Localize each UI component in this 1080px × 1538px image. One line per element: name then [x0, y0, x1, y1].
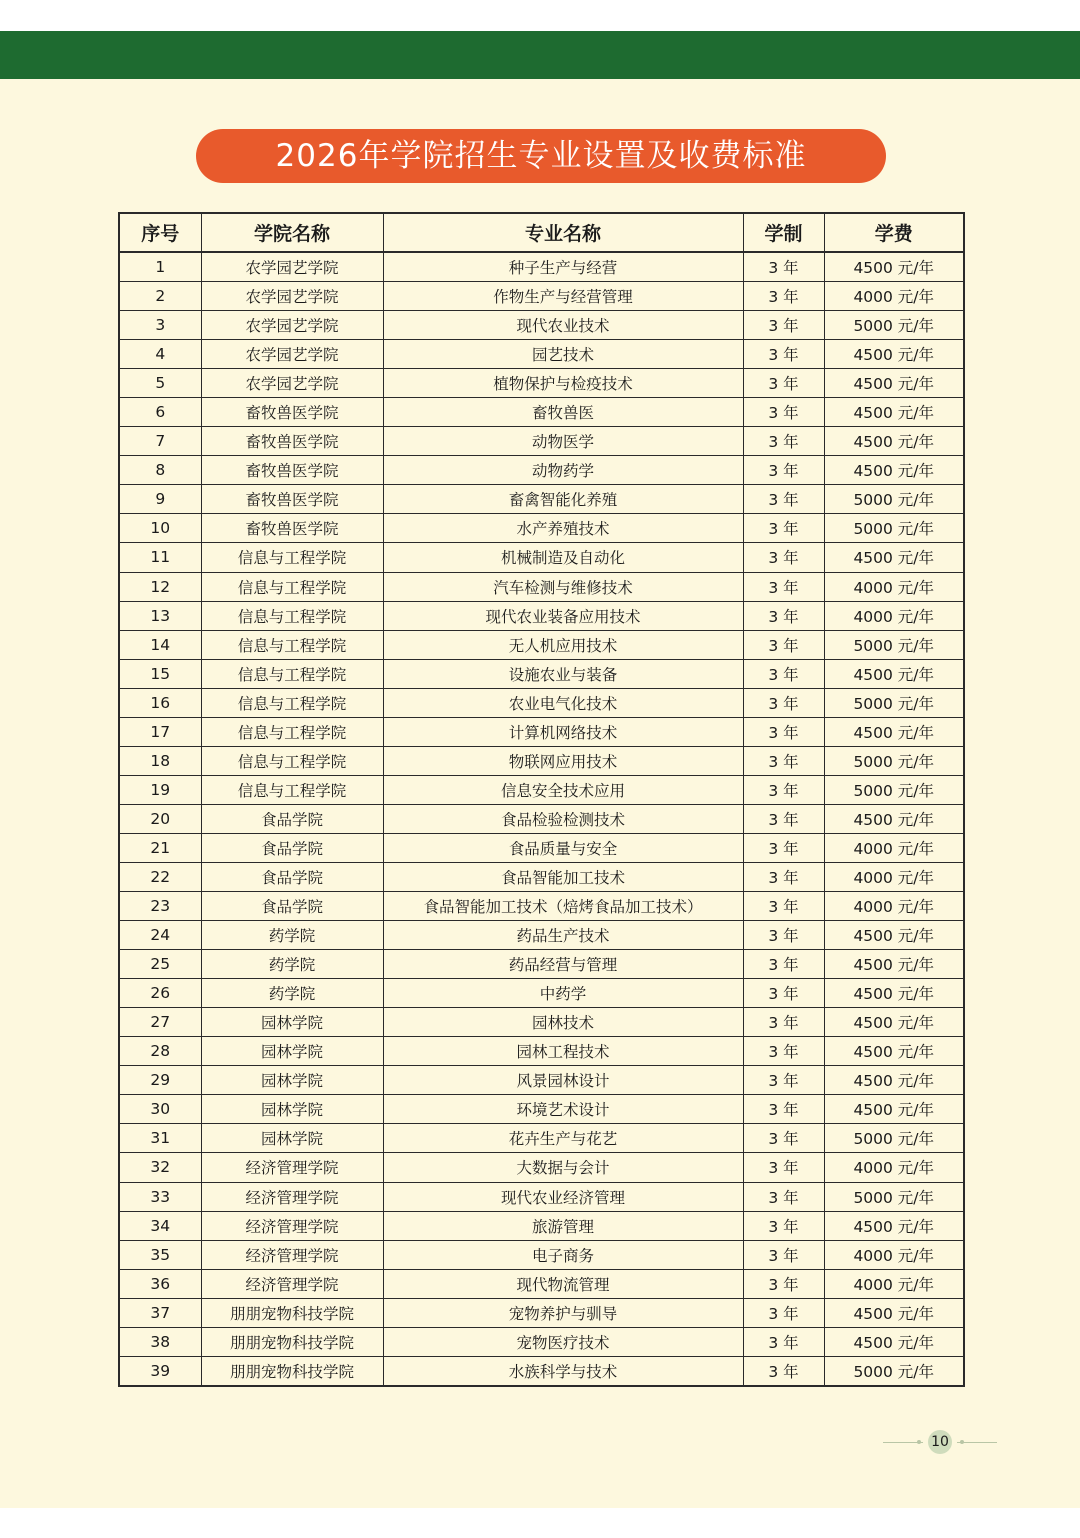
cell-major: 动物医学: [383, 427, 743, 456]
table-row: [119, 369, 964, 398]
cell-tuition: 4500 元/年: [824, 1066, 964, 1095]
cell-major: 现代物流管理: [383, 1269, 743, 1298]
table-row: [119, 833, 964, 862]
cell-duration: 3 年: [743, 601, 824, 630]
cell-tuition: 4500 元/年: [824, 921, 964, 950]
cell-college: 信息与工程学院: [201, 775, 383, 804]
cell-index: 35: [119, 1240, 201, 1269]
cell-tuition: 4000 元/年: [824, 572, 964, 601]
table-row: [119, 572, 964, 601]
pager-line-right: [957, 1442, 997, 1443]
cell-major: 计算机网络技术: [383, 717, 743, 746]
cell-major: 种子生产与经营: [383, 252, 743, 282]
cell-major: 食品智能加工技术: [383, 862, 743, 891]
table-row: [119, 252, 964, 282]
cell-college: 园林学院: [201, 1037, 383, 1066]
cell-major: 无人机应用技术: [383, 630, 743, 659]
table-row: [119, 804, 964, 833]
cell-college: 信息与工程学院: [201, 630, 383, 659]
cell-major: 现代农业经济管理: [383, 1182, 743, 1211]
cell-index: 20: [119, 804, 201, 833]
header-college: 学院名称: [201, 213, 383, 252]
cell-index: 39: [119, 1356, 201, 1386]
cell-tuition: 4000 元/年: [824, 282, 964, 311]
cell-major: 动物药学: [383, 456, 743, 485]
cell-duration: 3 年: [743, 311, 824, 340]
table-row: [119, 979, 964, 1008]
cell-tuition: 5000 元/年: [824, 1124, 964, 1153]
cell-tuition: 5000 元/年: [824, 688, 964, 717]
table-row: [119, 1269, 964, 1298]
cell-college: 畜牧兽医学院: [201, 456, 383, 485]
cell-index: 5: [119, 369, 201, 398]
cell-tuition: 5000 元/年: [824, 1356, 964, 1386]
table-row: [119, 340, 964, 369]
cell-duration: 3 年: [743, 572, 824, 601]
cell-college: 农学园艺学院: [201, 311, 383, 340]
cell-duration: 3 年: [743, 485, 824, 514]
cell-major: 水族科学与技术: [383, 1356, 743, 1386]
cell-college: 信息与工程学院: [201, 572, 383, 601]
header-tuition: 学费: [824, 213, 964, 252]
cell-college: 朋朋宠物科技学院: [201, 1356, 383, 1386]
cell-duration: 3 年: [743, 282, 824, 311]
cell-major: 电子商务: [383, 1240, 743, 1269]
cell-index: 10: [119, 514, 201, 543]
cell-duration: 3 年: [743, 456, 824, 485]
cell-duration: 3 年: [743, 921, 824, 950]
cell-college: 经济管理学院: [201, 1240, 383, 1269]
cell-tuition: 4500 元/年: [824, 1211, 964, 1240]
table-body: [119, 252, 964, 1386]
cell-tuition: 4500 元/年: [824, 950, 964, 979]
cell-index: 25: [119, 950, 201, 979]
table-row: [119, 1298, 964, 1327]
cell-major: 食品智能加工技术（焙烤食品加工技术）: [383, 892, 743, 921]
cell-major: 信息安全技术应用: [383, 775, 743, 804]
cell-tuition: 5000 元/年: [824, 775, 964, 804]
cell-college: 畜牧兽医学院: [201, 398, 383, 427]
cell-major: 畜牧兽医: [383, 398, 743, 427]
cell-index: 32: [119, 1153, 201, 1182]
cell-duration: 3 年: [743, 1298, 824, 1327]
cell-index: 13: [119, 601, 201, 630]
cell-tuition: 4000 元/年: [824, 1153, 964, 1182]
cell-tuition: 5000 元/年: [824, 746, 964, 775]
table-row: [119, 717, 964, 746]
cell-duration: 3 年: [743, 1037, 824, 1066]
cell-major: 物联网应用技术: [383, 746, 743, 775]
table-row: [119, 688, 964, 717]
cell-college: 信息与工程学院: [201, 543, 383, 572]
cell-index: 33: [119, 1182, 201, 1211]
cell-tuition: 4500 元/年: [824, 1037, 964, 1066]
cell-index: 1: [119, 252, 201, 282]
cell-tuition: 4500 元/年: [824, 340, 964, 369]
cell-college: 农学园艺学院: [201, 252, 383, 282]
cell-duration: 3 年: [743, 1095, 824, 1124]
cell-college: 药学院: [201, 921, 383, 950]
cell-index: 4: [119, 340, 201, 369]
cell-college: 食品学院: [201, 833, 383, 862]
table-row: [119, 1182, 964, 1211]
cell-college: 经济管理学院: [201, 1269, 383, 1298]
table-row: [119, 1066, 964, 1095]
cell-duration: 3 年: [743, 746, 824, 775]
cell-index: 8: [119, 456, 201, 485]
cell-tuition: 4500 元/年: [824, 427, 964, 456]
cell-major: 环境艺术设计: [383, 1095, 743, 1124]
cell-tuition: 4500 元/年: [824, 659, 964, 688]
cell-duration: 3 年: [743, 514, 824, 543]
cell-duration: 3 年: [743, 1240, 824, 1269]
cell-major: 园林技术: [383, 1008, 743, 1037]
cell-tuition: 4500 元/年: [824, 1298, 964, 1327]
cell-tuition: 4500 元/年: [824, 398, 964, 427]
cell-college: 食品学院: [201, 862, 383, 891]
cell-index: 34: [119, 1211, 201, 1240]
cell-tuition: 5000 元/年: [824, 514, 964, 543]
cell-duration: 3 年: [743, 1008, 824, 1037]
pager-dot-left: [917, 1440, 921, 1444]
cell-tuition: 4500 元/年: [824, 979, 964, 1008]
cell-index: 27: [119, 1008, 201, 1037]
table-row: [119, 1008, 964, 1037]
cell-duration: 3 年: [743, 892, 824, 921]
cell-duration: 3 年: [743, 979, 824, 1008]
cell-duration: 3 年: [743, 688, 824, 717]
table-row: [119, 282, 964, 311]
cell-major: 药品生产技术: [383, 921, 743, 950]
cell-major: 药品经营与管理: [383, 950, 743, 979]
table-header-row: [119, 213, 964, 252]
cell-tuition: 4000 元/年: [824, 601, 964, 630]
cell-duration: 3 年: [743, 398, 824, 427]
cell-major: 大数据与会计: [383, 1153, 743, 1182]
cell-college: 药学院: [201, 979, 383, 1008]
cell-major: 设施农业与装备: [383, 659, 743, 688]
table-row: [119, 950, 964, 979]
cell-index: 24: [119, 921, 201, 950]
cell-major: 食品检验检测技术: [383, 804, 743, 833]
header-major: 专业名称: [383, 213, 743, 252]
cell-tuition: 4000 元/年: [824, 1240, 964, 1269]
cell-major: 宠物养护与驯导: [383, 1298, 743, 1327]
table-row: [119, 543, 964, 572]
cell-tuition: 5000 元/年: [824, 311, 964, 340]
cell-duration: 3 年: [743, 427, 824, 456]
table-row: [119, 398, 964, 427]
cell-tuition: 5000 元/年: [824, 1182, 964, 1211]
cell-college: 经济管理学院: [201, 1153, 383, 1182]
table-row: [119, 1240, 964, 1269]
table-row: [119, 1037, 964, 1066]
cell-college: 信息与工程学院: [201, 717, 383, 746]
cell-major: 现代农业装备应用技术: [383, 601, 743, 630]
fee-table: [118, 212, 965, 1387]
cell-tuition: 5000 元/年: [824, 630, 964, 659]
cell-index: 16: [119, 688, 201, 717]
cell-index: 31: [119, 1124, 201, 1153]
cell-major: 食品质量与安全: [383, 833, 743, 862]
cell-tuition: 4500 元/年: [824, 1327, 964, 1356]
cell-index: 3: [119, 311, 201, 340]
cell-duration: 3 年: [743, 630, 824, 659]
cell-tuition: 4000 元/年: [824, 892, 964, 921]
cell-index: 21: [119, 833, 201, 862]
cell-college: 信息与工程学院: [201, 746, 383, 775]
cell-index: 36: [119, 1269, 201, 1298]
cell-college: 朋朋宠物科技学院: [201, 1298, 383, 1327]
cell-index: 7: [119, 427, 201, 456]
cell-index: 17: [119, 717, 201, 746]
cell-duration: 3 年: [743, 1066, 824, 1095]
cell-major: 园林工程技术: [383, 1037, 743, 1066]
table-row: [119, 427, 964, 456]
table-row: [119, 659, 964, 688]
header-green-bar: [0, 31, 1080, 79]
cell-major: 花卉生产与花艺: [383, 1124, 743, 1153]
cell-index: 26: [119, 979, 201, 1008]
cell-duration: 3 年: [743, 804, 824, 833]
cell-duration: 3 年: [743, 862, 824, 891]
cell-index: 14: [119, 630, 201, 659]
cell-tuition: 4000 元/年: [824, 833, 964, 862]
cell-tuition: 4500 元/年: [824, 717, 964, 746]
cell-index: 23: [119, 892, 201, 921]
cell-major: 宠物医疗技术: [383, 1327, 743, 1356]
cell-major: 水产养殖技术: [383, 514, 743, 543]
cell-index: 38: [119, 1327, 201, 1356]
table-row: [119, 1095, 964, 1124]
cell-duration: 3 年: [743, 775, 824, 804]
header-duration: 学制: [743, 213, 824, 252]
cell-major: 中药学: [383, 979, 743, 1008]
table-row: [119, 1153, 964, 1182]
cell-major: 旅游管理: [383, 1211, 743, 1240]
page-number: 10: [928, 1430, 952, 1454]
cell-major: 现代农业技术: [383, 311, 743, 340]
cell-college: 农学园艺学院: [201, 282, 383, 311]
cell-major: 畜禽智能化养殖: [383, 485, 743, 514]
cell-duration: 3 年: [743, 833, 824, 862]
cell-tuition: 4500 元/年: [824, 369, 964, 398]
cell-college: 朋朋宠物科技学院: [201, 1327, 383, 1356]
cell-duration: 3 年: [743, 950, 824, 979]
cell-index: 19: [119, 775, 201, 804]
cell-duration: 3 年: [743, 369, 824, 398]
table-row: [119, 485, 964, 514]
cell-duration: 3 年: [743, 1124, 824, 1153]
table-row: [119, 921, 964, 950]
cell-college: 信息与工程学院: [201, 659, 383, 688]
header-index: 序号: [119, 213, 201, 252]
bottom-margin: [0, 1508, 1080, 1538]
table-row: [119, 630, 964, 659]
table-row: [119, 1124, 964, 1153]
cell-major: 风景园林设计: [383, 1066, 743, 1095]
cell-tuition: 4500 元/年: [824, 456, 964, 485]
cell-index: 37: [119, 1298, 201, 1327]
cell-tuition: 4000 元/年: [824, 862, 964, 891]
cell-major: 园艺技术: [383, 340, 743, 369]
cell-college: 经济管理学院: [201, 1211, 383, 1240]
cell-tuition: 4500 元/年: [824, 1008, 964, 1037]
cell-index: 28: [119, 1037, 201, 1066]
cell-college: 园林学院: [201, 1008, 383, 1037]
cell-college: 农学园艺学院: [201, 369, 383, 398]
cell-duration: 3 年: [743, 252, 824, 282]
cell-index: 22: [119, 862, 201, 891]
table-row: [119, 775, 964, 804]
cell-college: 食品学院: [201, 892, 383, 921]
cell-tuition: 5000 元/年: [824, 485, 964, 514]
cell-duration: 3 年: [743, 1182, 824, 1211]
table-row: [119, 1211, 964, 1240]
cell-index: 12: [119, 572, 201, 601]
cell-duration: 3 年: [743, 1269, 824, 1298]
cell-index: 6: [119, 398, 201, 427]
cell-tuition: 4500 元/年: [824, 252, 964, 282]
cell-college: 药学院: [201, 950, 383, 979]
cell-major: 植物保护与检疫技术: [383, 369, 743, 398]
cell-college: 农学园艺学院: [201, 340, 383, 369]
cell-duration: 3 年: [743, 717, 824, 746]
cell-tuition: 4500 元/年: [824, 543, 964, 572]
top-margin: [0, 0, 1080, 31]
cell-duration: 3 年: [743, 1356, 824, 1386]
cell-major: 农业电气化技术: [383, 688, 743, 717]
cell-index: 15: [119, 659, 201, 688]
cell-college: 畜牧兽医学院: [201, 427, 383, 456]
page-title: 2026年学院招生专业设置及收费标准: [196, 129, 886, 183]
cell-college: 园林学院: [201, 1066, 383, 1095]
cell-index: 9: [119, 485, 201, 514]
table-row: [119, 456, 964, 485]
cell-tuition: 4500 元/年: [824, 804, 964, 833]
table-row: [119, 311, 964, 340]
table-row: [119, 746, 964, 775]
table-row: [119, 862, 964, 891]
cell-duration: 3 年: [743, 543, 824, 572]
cell-index: 18: [119, 746, 201, 775]
cell-college: 信息与工程学院: [201, 688, 383, 717]
table-row: [119, 892, 964, 921]
cell-college: 畜牧兽医学院: [201, 514, 383, 543]
cell-duration: 3 年: [743, 1327, 824, 1356]
cell-college: 园林学院: [201, 1124, 383, 1153]
cell-major: 机械制造及自动化: [383, 543, 743, 572]
cell-duration: 3 年: [743, 340, 824, 369]
table-row: [119, 514, 964, 543]
cell-index: 30: [119, 1095, 201, 1124]
table-row: [119, 601, 964, 630]
cell-tuition: 4000 元/年: [824, 1269, 964, 1298]
cell-index: 2: [119, 282, 201, 311]
cell-index: 29: [119, 1066, 201, 1095]
cell-tuition: 4500 元/年: [824, 1095, 964, 1124]
cell-college: 信息与工程学院: [201, 601, 383, 630]
cell-college: 经济管理学院: [201, 1182, 383, 1211]
cell-duration: 3 年: [743, 1153, 824, 1182]
cell-major: 作物生产与经营管理: [383, 282, 743, 311]
cell-duration: 3 年: [743, 659, 824, 688]
cell-college: 园林学院: [201, 1095, 383, 1124]
table-row: [119, 1327, 964, 1356]
page-number-ornament: [883, 1429, 998, 1455]
cell-duration: 3 年: [743, 1211, 824, 1240]
cell-college: 食品学院: [201, 804, 383, 833]
cell-college: 畜牧兽医学院: [201, 485, 383, 514]
table-row: [119, 1356, 964, 1386]
cell-major: 汽车检测与维修技术: [383, 572, 743, 601]
cell-index: 11: [119, 543, 201, 572]
